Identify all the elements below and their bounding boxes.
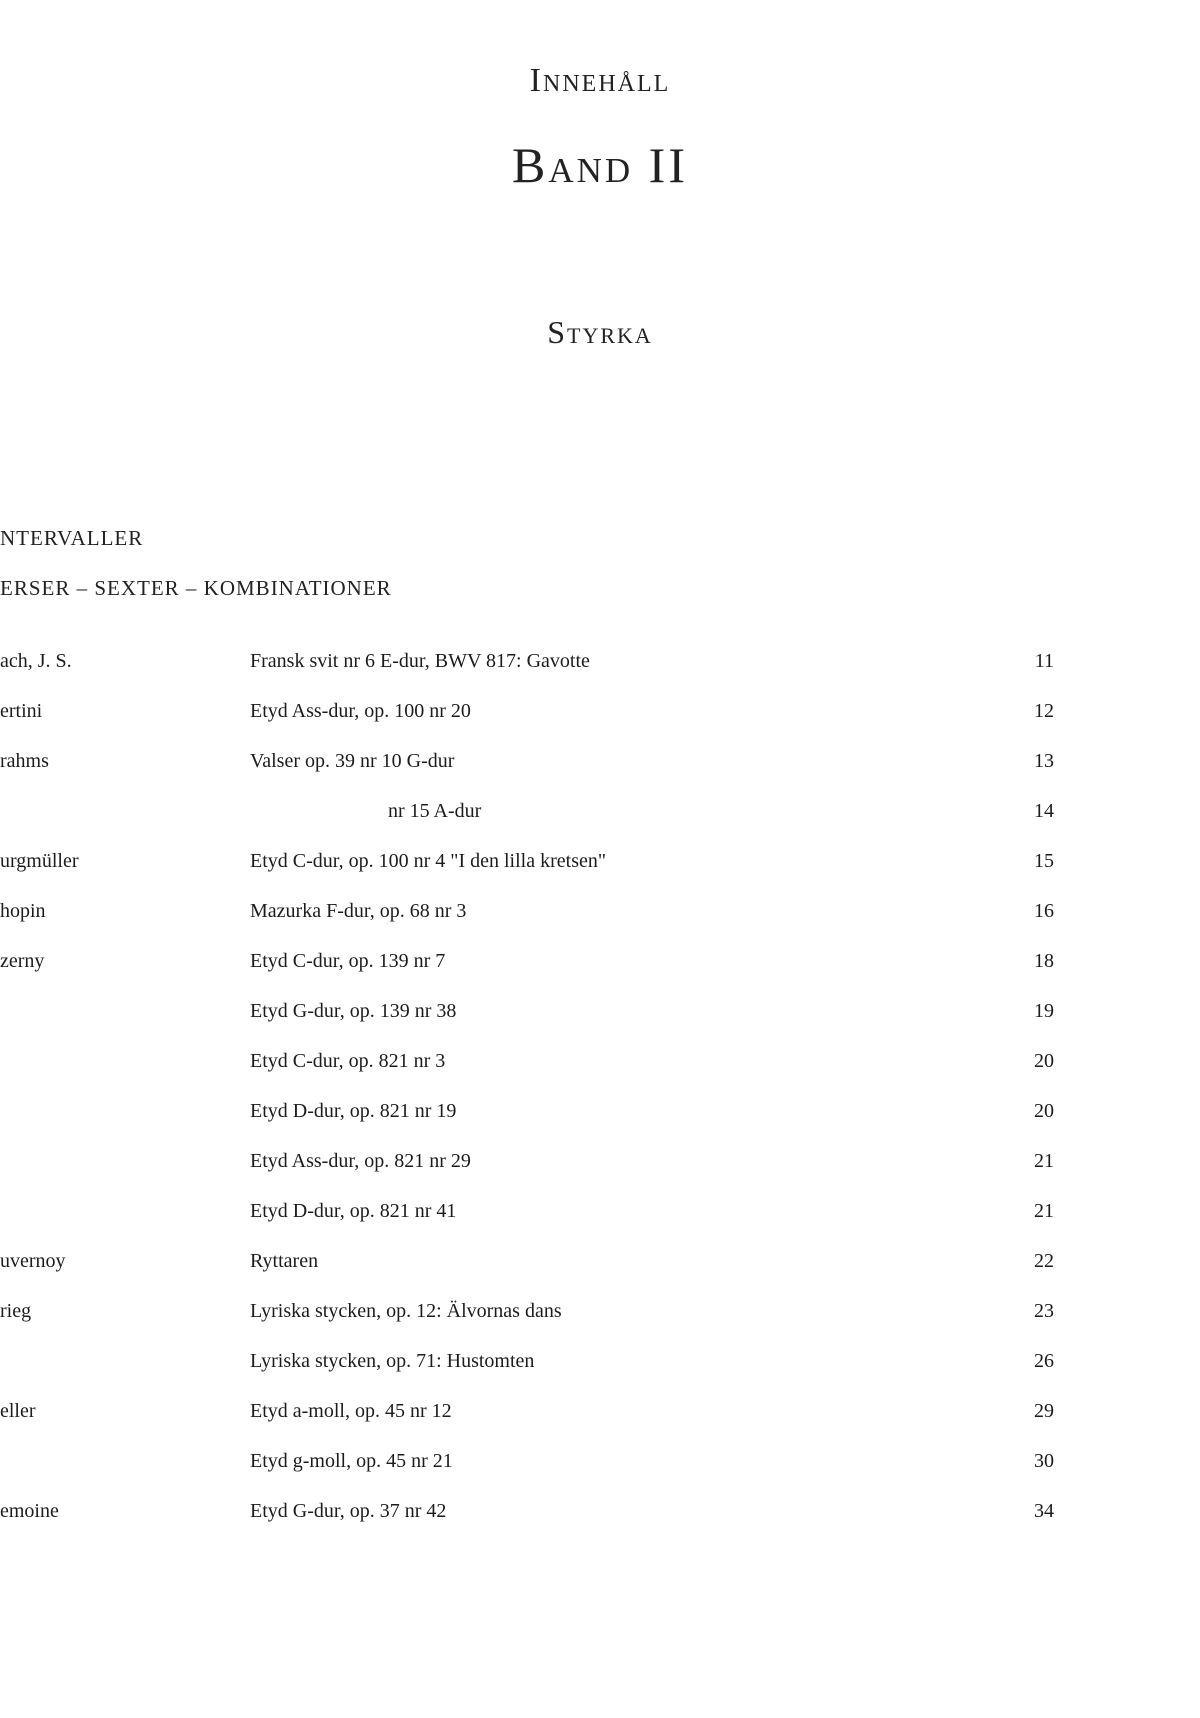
work-title: Valser op. 39 nr 10 G-dur: [250, 750, 455, 772]
work-title: Etyd a-moll, op. 45 nr 12: [250, 1400, 452, 1422]
composer-name: ertini: [0, 700, 43, 722]
page-number: 22: [1034, 1250, 1054, 1272]
page-number: 30: [1034, 1450, 1054, 1472]
volume-heading: Band II: [512, 137, 688, 193]
toc-entry: [0, 998, 1200, 1048]
composer-name: emoine: [0, 1500, 59, 1522]
toc-entry: [0, 1098, 1200, 1148]
page-number: 20: [1034, 1050, 1054, 1072]
work-title: Etyd C-dur, op. 139 nr 7: [250, 950, 446, 972]
composer-name: urgmüller: [0, 850, 79, 872]
work-title: Etyd D-dur, op. 821 nr 19: [250, 1100, 457, 1122]
page-number: 19: [1034, 1000, 1054, 1022]
page-number: 15: [1034, 850, 1054, 872]
page-number: 34: [1034, 1500, 1054, 1522]
page-number: 14: [1034, 800, 1054, 822]
part-heading: Styrka: [547, 314, 653, 350]
page-number: 16: [1034, 900, 1054, 922]
page-number: 23: [1034, 1300, 1054, 1322]
work-title: Etyd G-dur, op. 139 nr 38: [250, 1000, 457, 1022]
toc-entry: [0, 1248, 1200, 1298]
work-title: Etyd C-dur, op. 100 nr 4 "I den lilla kretsen": [250, 850, 607, 872]
composer-name: rahms: [0, 750, 49, 772]
page-number: 21: [1034, 1200, 1054, 1222]
work-title: Etyd D-dur, op. 821 nr 41: [250, 1200, 457, 1222]
page-number: 11: [1034, 650, 1054, 672]
page-number: 29: [1034, 1400, 1054, 1422]
work-title: Etyd Ass-dur, op. 100 nr 20: [250, 700, 471, 722]
work-title: Etyd g-moll, op. 45 nr 21: [250, 1450, 453, 1472]
toc-entry: [0, 1398, 1200, 1448]
contents-heading: Innehåll: [529, 62, 671, 99]
composer-name: rieg: [0, 1300, 32, 1322]
page-number: 18: [1034, 950, 1054, 972]
page-number: 20: [1034, 1100, 1054, 1122]
work-title: Ryttaren: [250, 1250, 319, 1272]
page-number: 12: [1034, 700, 1054, 722]
work-title: Etyd Ass-dur, op. 821 nr 29: [250, 1150, 471, 1172]
work-title: Etyd C-dur, op. 821 nr 3: [250, 1050, 446, 1072]
work-title: Fransk svit nr 6 E-dur, BWV 817: Gavotte: [250, 650, 590, 672]
toc-entry: [0, 1148, 1200, 1198]
toc-entry: [0, 748, 1200, 798]
work-title: nr 15 A-dur: [388, 800, 482, 822]
toc-entry: [0, 1298, 1200, 1348]
toc-entry: [0, 1048, 1200, 1098]
toc-entry: [0, 1348, 1200, 1398]
toc-entry: [0, 1498, 1200, 1548]
section-title-intervals: NTERVALLER: [0, 526, 144, 550]
work-title: Mazurka F-dur, op. 68 nr 3: [250, 900, 467, 922]
composer-name: hopin: [0, 900, 46, 922]
page-number: 13: [1034, 750, 1054, 772]
work-title: Lyriska stycken, op. 71: Hustomten: [250, 1350, 535, 1372]
work-title: Etyd G-dur, op. 37 nr 42: [250, 1500, 447, 1522]
toc-entry: [0, 1198, 1200, 1248]
composer-name: zerny: [0, 950, 45, 972]
section-subtitle: ERSER – SEXTER – KOMBINATIONER: [0, 576, 392, 600]
page-number: 21: [1034, 1150, 1054, 1172]
toc-entry: [0, 948, 1200, 998]
toc-entry: [0, 648, 1200, 698]
toc-entry: [0, 798, 1200, 848]
work-title: Lyriska stycken, op. 12: Älvornas dans: [250, 1300, 562, 1322]
composer-name: uvernoy: [0, 1250, 66, 1272]
toc-entry: [0, 1448, 1200, 1498]
composer-name: ach, J. S.: [0, 650, 72, 672]
toc-entry: [0, 898, 1200, 948]
toc-entry: [0, 698, 1200, 748]
toc-entry: [0, 848, 1200, 898]
page-number: 26: [1034, 1350, 1054, 1372]
table-of-contents: [0, 648, 1200, 1548]
composer-name: eller: [0, 1400, 36, 1422]
